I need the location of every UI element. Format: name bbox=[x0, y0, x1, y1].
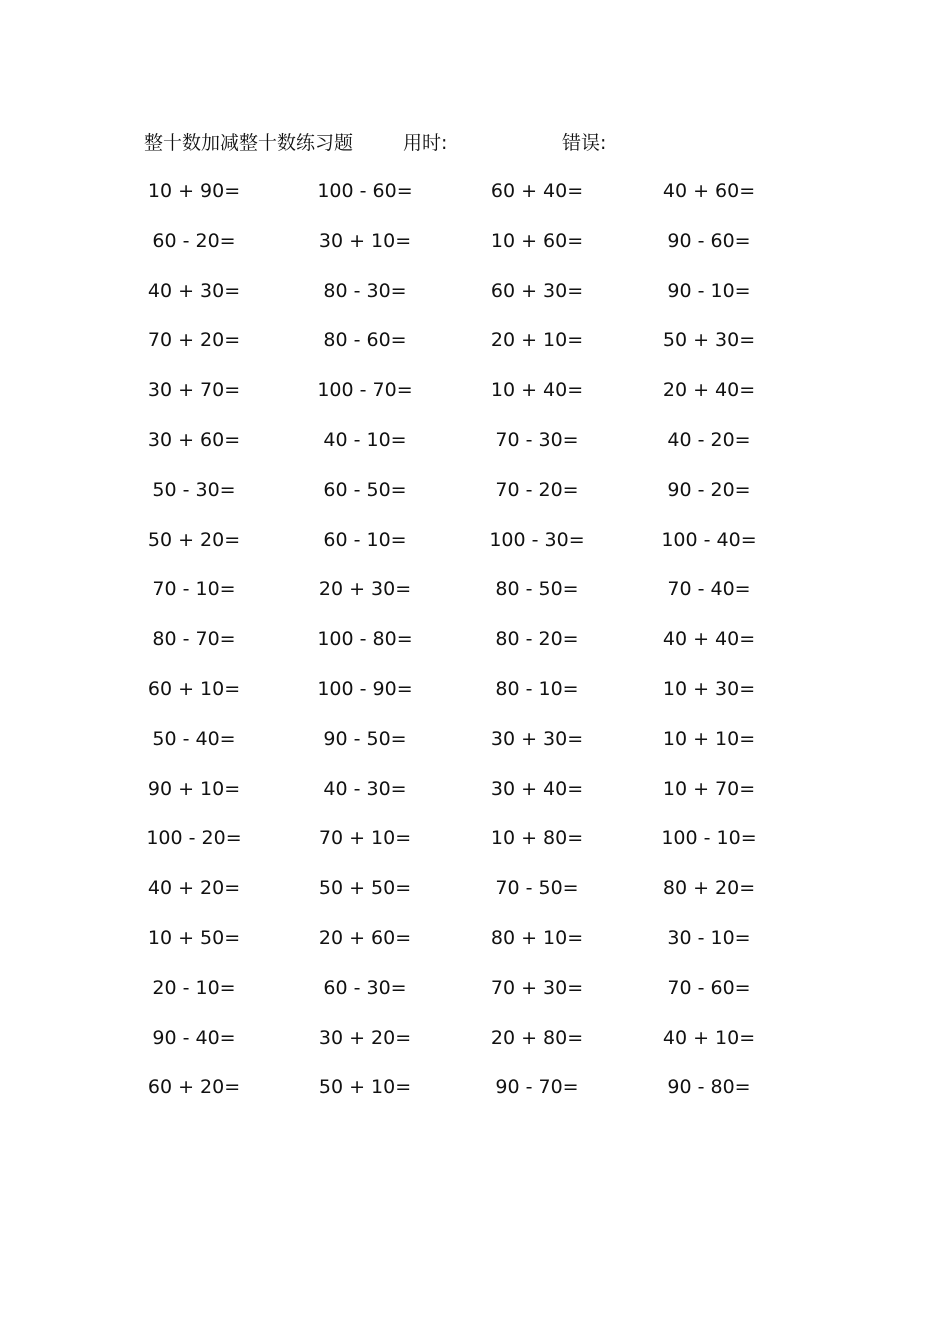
problem-item: 90 - 60= bbox=[667, 229, 751, 252]
problem-grid bbox=[0, 174, 950, 1120]
problem-row bbox=[0, 423, 950, 473]
problem-item: 70 - 40= bbox=[667, 578, 751, 601]
problem-item: 50 - 30= bbox=[152, 478, 236, 501]
problem-item: 50 + 50= bbox=[318, 877, 412, 900]
problem-row bbox=[0, 323, 950, 373]
problem-item: 100 - 60= bbox=[317, 180, 413, 202]
problem-item: 20 + 10= bbox=[490, 329, 584, 352]
problem-row bbox=[0, 871, 950, 921]
problem-row bbox=[0, 921, 950, 971]
problem-item: 40 + 10= bbox=[662, 1026, 756, 1049]
problem-item: 60 + 20= bbox=[147, 1076, 241, 1099]
problem-item: 40 + 20= bbox=[147, 877, 241, 900]
problem-item: 10 + 70= bbox=[662, 777, 756, 800]
problem-item: 30 + 40= bbox=[490, 777, 584, 800]
problem-item: 30 + 20= bbox=[318, 1026, 412, 1049]
problem-item: 30 + 30= bbox=[490, 727, 584, 750]
problem-item: 90 - 40= bbox=[152, 1026, 236, 1049]
problem-item: 80 - 10= bbox=[495, 677, 579, 700]
problem-item: 90 - 80= bbox=[667, 1076, 751, 1099]
problem-item: 20 + 60= bbox=[318, 926, 412, 949]
problem-item: 40 - 30= bbox=[323, 777, 407, 800]
problem-item: 90 + 10= bbox=[147, 777, 241, 800]
problem-item: 90 - 50= bbox=[323, 727, 407, 750]
problem-row bbox=[0, 473, 950, 523]
problem-item: 70 - 50= bbox=[495, 877, 579, 900]
worksheet-header bbox=[0, 128, 950, 158]
problem-row bbox=[0, 274, 950, 324]
problem-item: 40 + 30= bbox=[147, 279, 241, 302]
problem-item: 10 + 40= bbox=[490, 379, 584, 402]
problem-item: 100 - 10= bbox=[661, 827, 757, 850]
problem-item: 90 - 20= bbox=[667, 478, 751, 501]
problem-item: 60 - 20= bbox=[152, 229, 236, 252]
problem-row bbox=[0, 722, 950, 772]
problem-row bbox=[0, 373, 950, 423]
problem-item: 50 - 40= bbox=[152, 727, 236, 750]
problem-item: 80 - 70= bbox=[152, 628, 236, 651]
problem-row bbox=[0, 1070, 950, 1120]
problem-item: 100 - 90= bbox=[317, 677, 413, 700]
problem-item: 30 + 10= bbox=[318, 229, 412, 252]
problem-item: 50 + 20= bbox=[147, 528, 241, 551]
problem-item: 20 - 10= bbox=[152, 976, 236, 999]
problem-row bbox=[0, 821, 950, 871]
problem-item: 20 + 30= bbox=[318, 578, 412, 601]
error-label: 错误: bbox=[562, 132, 607, 154]
problem-item: 80 - 60= bbox=[323, 329, 407, 352]
problem-item: 10 + 60= bbox=[490, 229, 584, 252]
problem-item: 60 - 30= bbox=[323, 976, 407, 999]
problem-item: 30 + 70= bbox=[147, 379, 241, 402]
problem-item: 10 + 30= bbox=[662, 677, 756, 700]
problem-item: 70 + 10= bbox=[318, 827, 412, 850]
problem-item: 40 - 10= bbox=[323, 428, 407, 451]
problem-item: 100 - 40= bbox=[661, 528, 757, 551]
problem-item: 30 + 60= bbox=[147, 428, 241, 451]
problem-item: 80 - 30= bbox=[323, 279, 407, 302]
problem-item: 10 + 10= bbox=[662, 727, 756, 750]
problem-item: 70 - 30= bbox=[495, 428, 579, 451]
problem-item: 10 + 50= bbox=[147, 926, 241, 949]
time-label: 用时: bbox=[403, 132, 448, 154]
problem-item: 100 - 70= bbox=[317, 379, 413, 402]
problem-item: 30 - 10= bbox=[667, 926, 751, 949]
problem-item: 40 + 60= bbox=[662, 180, 756, 202]
problem-item: 60 + 40= bbox=[490, 180, 584, 202]
problem-item: 90 - 10= bbox=[667, 279, 751, 302]
problem-item: 20 + 40= bbox=[662, 379, 756, 402]
problem-item: 60 + 30= bbox=[490, 279, 584, 302]
problem-row bbox=[0, 224, 950, 274]
problem-item: 80 - 20= bbox=[495, 628, 579, 651]
problem-item: 70 + 20= bbox=[147, 329, 241, 352]
problem-row bbox=[0, 971, 950, 1021]
problem-item: 40 - 20= bbox=[667, 428, 751, 451]
problem-item: 70 + 30= bbox=[490, 976, 584, 999]
problem-row bbox=[0, 622, 950, 672]
problem-row bbox=[0, 174, 950, 224]
problem-item: 90 - 70= bbox=[495, 1076, 579, 1099]
problem-row bbox=[0, 572, 950, 622]
problem-item: 50 + 30= bbox=[662, 329, 756, 352]
problem-item: 40 + 40= bbox=[662, 628, 756, 651]
problem-item: 100 - 30= bbox=[489, 528, 585, 551]
problem-item: 80 + 20= bbox=[662, 877, 756, 900]
problem-item: 80 + 10= bbox=[490, 926, 584, 949]
problem-item: 60 - 50= bbox=[323, 478, 407, 501]
problem-item: 70 - 60= bbox=[667, 976, 751, 999]
problem-row bbox=[0, 1021, 950, 1071]
problem-item: 70 - 10= bbox=[152, 578, 236, 601]
problem-item: 10 + 90= bbox=[147, 180, 241, 202]
problem-item: 50 + 10= bbox=[318, 1076, 412, 1099]
problem-row bbox=[0, 523, 950, 573]
problem-item: 60 + 10= bbox=[147, 677, 241, 700]
problem-item: 80 - 50= bbox=[495, 578, 579, 601]
problem-item: 100 - 80= bbox=[317, 628, 413, 651]
problem-item: 10 + 80= bbox=[490, 827, 584, 850]
problem-item: 70 - 20= bbox=[495, 478, 579, 501]
problem-row bbox=[0, 772, 950, 822]
problem-item: 100 - 20= bbox=[146, 827, 242, 850]
problem-item: 20 + 80= bbox=[490, 1026, 584, 1049]
problem-row bbox=[0, 672, 950, 722]
worksheet-title: 整十数加减整十数练习题 bbox=[144, 132, 354, 154]
problem-item: 60 - 10= bbox=[323, 528, 407, 551]
